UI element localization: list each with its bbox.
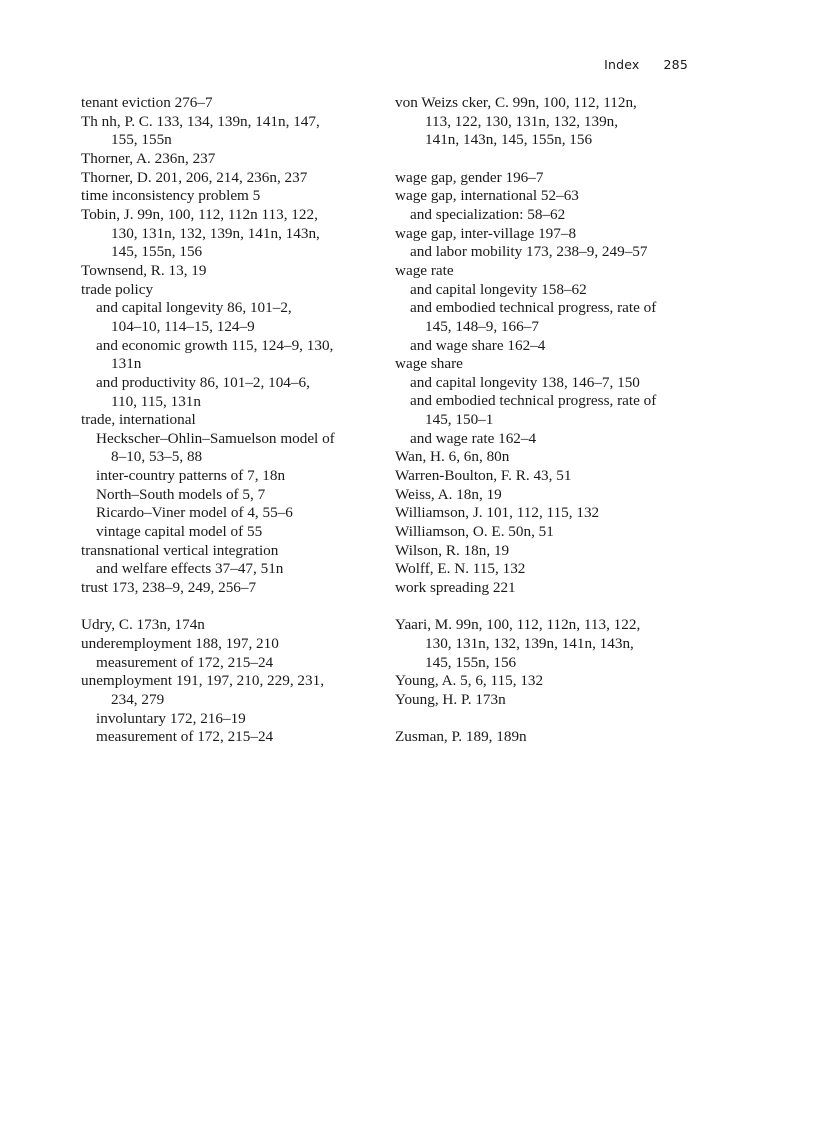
index-column-left [81,94,381,747]
index-subentry [81,504,381,523]
entry-line: and wage share 162–4 [410,336,546,354]
entry-line: Tobin, J. 99n, 100, 112, 112n 113, 122, [81,205,318,223]
entry-gap [395,150,695,169]
index-entry [81,169,381,188]
entry-line: von Weizs cker, C. 99n, 100, 112, 112n, [395,94,637,111]
entry-line: Zusman, P. 189, 189n [395,728,527,746]
index-entry [395,579,695,598]
entry-line: Wilson, R. 18n, 19 [395,541,510,559]
index-entry [395,672,695,691]
entry-line: and capital longevity 138, 146–7, 150 [410,373,640,391]
index-entry [395,542,695,561]
entry-continuation-line: 130, 131n, 132, 139n, 141n, 143n, [111,224,320,242]
index-subentry [81,654,381,673]
entry-line: Williamson, O. E. 50n, 51 [395,523,554,541]
entry-line: Townsend, R. 13, 19 [81,261,207,279]
entry-continuation-line: 104–10, 114–15, 124–9 [111,317,255,335]
entry-line: Thorner, A. 236n, 237 [81,149,216,167]
index-entry [81,150,381,169]
index-entry [395,187,695,206]
index-entry [395,262,695,281]
index-subentry [81,337,381,374]
index-entry [81,206,381,262]
entry-line: Young, H. P. 173n [395,690,506,708]
index-subentry [81,299,381,336]
index-subentry [395,392,695,429]
entry-line: and productivity 86, 101–2, 104–6, [96,373,310,391]
index-entry [395,616,695,672]
index-entry [81,262,381,281]
entry-continuation-line: 155, 155n [111,131,172,149]
entry-line: and embodied technical progress, rate of [410,299,657,317]
entry-line: trade, international [81,411,196,429]
entry-line: underemployment 188, 197, 210 [81,635,279,653]
index-entry [81,672,381,709]
index-subentry [81,728,381,747]
entry-line: work spreading 221 [395,579,516,597]
entry-line: Yaari, M. 99n, 100, 112, 112n, 113, 122, [395,616,641,634]
entry-gap [81,598,381,617]
entry-line: and specialization: 58–62 [410,205,566,223]
index-entry [395,94,695,150]
index-entry [81,94,381,113]
entry-continuation-line: 145, 155n, 156 [425,653,517,671]
entry-line: wage share [395,355,463,373]
entry-line: transnational vertical integration [81,541,279,559]
entry-continuation-line: 113, 122, 130, 131n, 132, 139n, [425,112,619,130]
entry-gap [395,598,695,617]
index-subentry [395,243,695,262]
index-entry [395,560,695,579]
entry-line: Weiss, A. 18n, 19 [395,485,502,503]
entry-line: Ricardo–Viner model of 4, 55–6 [96,504,293,522]
entry-line: Wolff, E. N. 115, 132 [395,560,526,578]
index-entry [395,486,695,505]
entry-line: Young, A. 5, 6, 115, 132 [395,672,544,690]
index-subentry [81,374,381,411]
entry-line: tenant eviction 276–7 [81,94,213,111]
entry-line: inter-country patterns of 7, 18n [96,467,286,485]
index-subentry [395,430,695,449]
index-entry [81,187,381,206]
running-head [604,57,688,72]
entry-line: trade policy [81,280,154,298]
index-subentry [395,281,695,300]
entry-line: Thorner, D. 201, 206, 214, 236n, 237 [81,168,308,186]
entry-continuation-line: 130, 131n, 132, 139n, 141n, 143n, [425,635,634,652]
entry-line: Udry, C. 173n, 174n [81,616,205,634]
index-column-right [395,94,695,747]
running-head-title: Index [604,57,640,72]
entry-line: and labor mobility 173, 238–9, 249–57 [410,243,648,261]
index-subentry [395,374,695,393]
entry-line: involuntary 172, 216–19 [96,709,246,727]
index-entry [81,635,381,654]
entry-line: measurement of 172, 215–24 [96,728,274,746]
index-entry [81,616,381,635]
entry-line: trust 173, 238–9, 249, 256–7 [81,579,257,597]
entry-line: measurement of 172, 215–24 [96,653,274,671]
entry-line: wage gap, inter-village 197–8 [395,224,577,242]
entry-line: and wage rate 162–4 [410,429,537,447]
index-entry [81,281,381,300]
entry-line: North–South models of 5, 7 [96,485,266,503]
index-entry [81,579,381,598]
entry-line: wage gap, international 52–63 [395,187,579,205]
entry-line: wage rate [395,261,454,279]
entry-line: and capital longevity 86, 101–2, [96,299,292,317]
entry-line: wage gap, gender 196–7 [395,168,544,186]
entry-continuation-line: 8–10, 53–5, 88 [111,448,203,466]
entry-continuation-line: 110, 115, 131n [111,392,201,410]
index-entry [395,691,695,710]
entry-continuation-line: 145, 155n, 156 [111,243,203,261]
index-entry [395,523,695,542]
index-entry [81,542,381,561]
entry-line: unemployment 191, 197, 210, 229, 231, [81,672,324,690]
index-subentry [81,430,381,467]
index-entry [395,448,695,467]
entry-line: Warren-Boulton, F. R. 43, 51 [395,467,572,485]
index-subentry [81,710,381,729]
page-number: 285 [663,57,688,72]
entry-line: vintage capital model of 55 [96,523,263,541]
index-entry [395,467,695,486]
entry-gap [395,710,695,729]
index-subentry [395,337,695,356]
entry-continuation-line: 131n [111,355,142,373]
entry-line: Williamson, J. 101, 112, 115, 132 [395,504,600,522]
index-subentry [395,299,695,336]
index-subentry [81,523,381,542]
index-entry [395,728,695,747]
entry-line: and welfare effects 37–47, 51n [96,560,284,578]
entry-line: Wan, H. 6, 6n, 80n [395,448,510,466]
entry-line: time inconsistency problem 5 [81,187,261,205]
entry-line: and capital longevity 158–62 [410,280,587,298]
entry-continuation-line: 234, 279 [111,690,165,708]
entry-line: and economic growth 115, 124–9, 130, [96,336,334,354]
index-entry [395,169,695,188]
entry-line: Heckscher–Ohlin–Samuelson model of [96,429,335,447]
index-entry [395,355,695,374]
index-subentry [81,486,381,505]
entry-continuation-line: 145, 148–9, 166–7 [425,317,539,335]
index-subentry [81,467,381,486]
entry-continuation-line: 141n, 143n, 145, 155n, 156 [425,131,593,149]
entry-line: and embodied technical progress, rate of [410,392,657,410]
index-entry [81,113,381,150]
index-entry [395,504,695,523]
entry-line: Th nh, P. C. 133, 134, 139n, 141n, 147, [81,112,320,130]
index-entry [81,411,381,430]
entry-continuation-line: 145, 150–1 [425,411,494,429]
index-subentry [81,560,381,579]
index-subentry [395,206,695,225]
index-entry [395,225,695,244]
